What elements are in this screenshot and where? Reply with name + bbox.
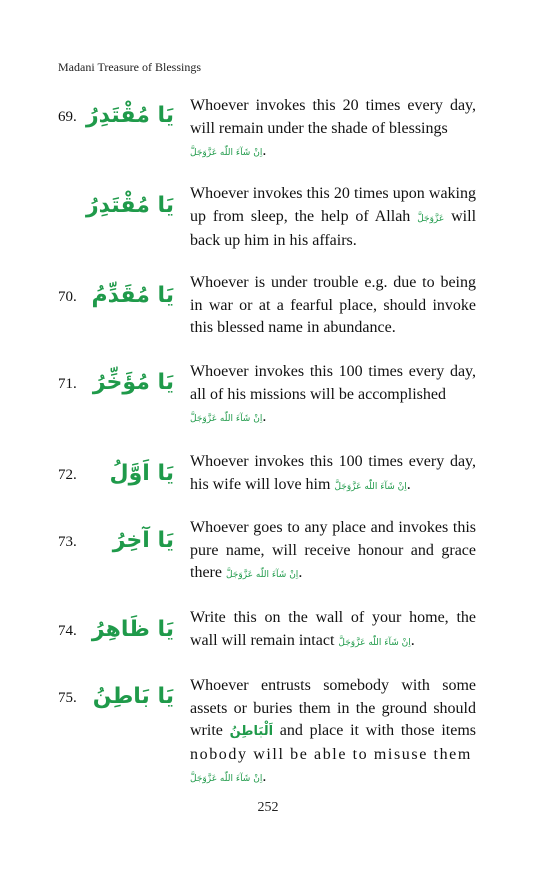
entry-text: [190, 675, 476, 791]
arabic-name: يَا مُقَدِّمُ: [91, 283, 174, 308]
entry-text: [190, 517, 476, 587]
entry-body-cont: will back up him in his affairs.: [190, 207, 477, 249]
entry-body: Whoever invokes this 100 times every day, all of his missions will be accomplished: [190, 363, 476, 403]
entry-number: 74.: [58, 623, 77, 639]
entry-text: [190, 451, 476, 498]
entry-text: [190, 183, 476, 253]
entry-number: 70.: [58, 289, 77, 305]
entry-end: .: [410, 631, 415, 649]
entry-end: .: [406, 475, 411, 493]
insha-allah-inscription: اِنْ شَآءَ اللّٰه عَزَّوَجَلَّ: [190, 148, 263, 158]
entry-end: .: [262, 142, 267, 159]
arabic-name: يَا اَوَّلُ: [109, 461, 174, 486]
honorific-inscription: عَزَّوَجَلَّ: [417, 213, 445, 224]
inline-arabic-name: اَلْبَاطِنُ: [229, 724, 274, 739]
entry-body: Whoever invokes this 20 times upon waking up from sleep, the help of Allah: [190, 185, 476, 225]
running-header: Madani Treasure of Blessings: [58, 60, 201, 74]
arabic-name: يَا بَاطِنُ: [92, 684, 174, 709]
entry-text: [190, 95, 476, 165]
entry-number: 72.: [58, 467, 77, 483]
entry-text: [190, 361, 476, 431]
entry-body: Whoever invokes this 20 times every day, will remain under the shade of blessings: [190, 97, 476, 137]
arabic-name: يَا مُقْتَدِرُ: [86, 193, 174, 218]
entry-end: .: [298, 564, 303, 581]
entry-end: .: [262, 768, 267, 785]
entry-body: Whoever entrusts somebody with some assets or buries them in the ground should write: [190, 677, 476, 739]
entry-number: 71.: [58, 376, 77, 392]
insha-allah-inscription: اِنْ شَآءَ اللّٰه عَزَّوَجَلَّ: [338, 637, 411, 648]
entry-number: 75.: [58, 690, 77, 706]
entry-body: Whoever is under trouble e.g. due to being in war or at a fearful place, should invoke this blessed name in abundance.: [190, 274, 476, 336]
arabic-name: يَا مُؤَخِّرُ: [92, 370, 174, 395]
arabic-name: يَا ظَاهِرُ: [91, 617, 174, 642]
insha-allah-inscription: اِنْ شَآءَ اللّٰه عَزَّوَجَلَّ: [225, 570, 299, 580]
insha-allah-inscription: اِنْ شَآءَ اللّٰه عَزَّوَجَلَّ: [190, 414, 263, 424]
insha-allah-inscription: اِنْ شَآءَ اللّٰه عَزَّوَجَلَّ: [334, 481, 407, 492]
entry-number: 73.: [58, 534, 77, 550]
insha-allah-inscription: اِنْ شَآءَ اللّٰه عَزَّوَجَلَّ: [190, 774, 263, 784]
entry-body: Write this on the wall of your home, the wall will remain intact: [190, 609, 476, 649]
page-number: 252: [257, 800, 279, 815]
arabic-name: يَا مُقْتَدِرُ: [86, 103, 174, 128]
entry-text: [190, 607, 476, 654]
entry-body-cont: and place it with those items: [279, 722, 476, 739]
entry-body-cont-2: nobody will be able to misuse them: [190, 745, 472, 763]
arabic-name: يَا آخِرُ: [112, 528, 174, 553]
entry-text: [190, 272, 476, 340]
entry-number: 69.: [58, 109, 77, 125]
entry-end: .: [262, 408, 267, 425]
entry-body: Whoever invokes this 100 times every day, his wife will love him: [190, 453, 476, 493]
entry-body: Whoever goes to any place and invokes this pure name, will receive honour and grace there: [190, 519, 476, 581]
